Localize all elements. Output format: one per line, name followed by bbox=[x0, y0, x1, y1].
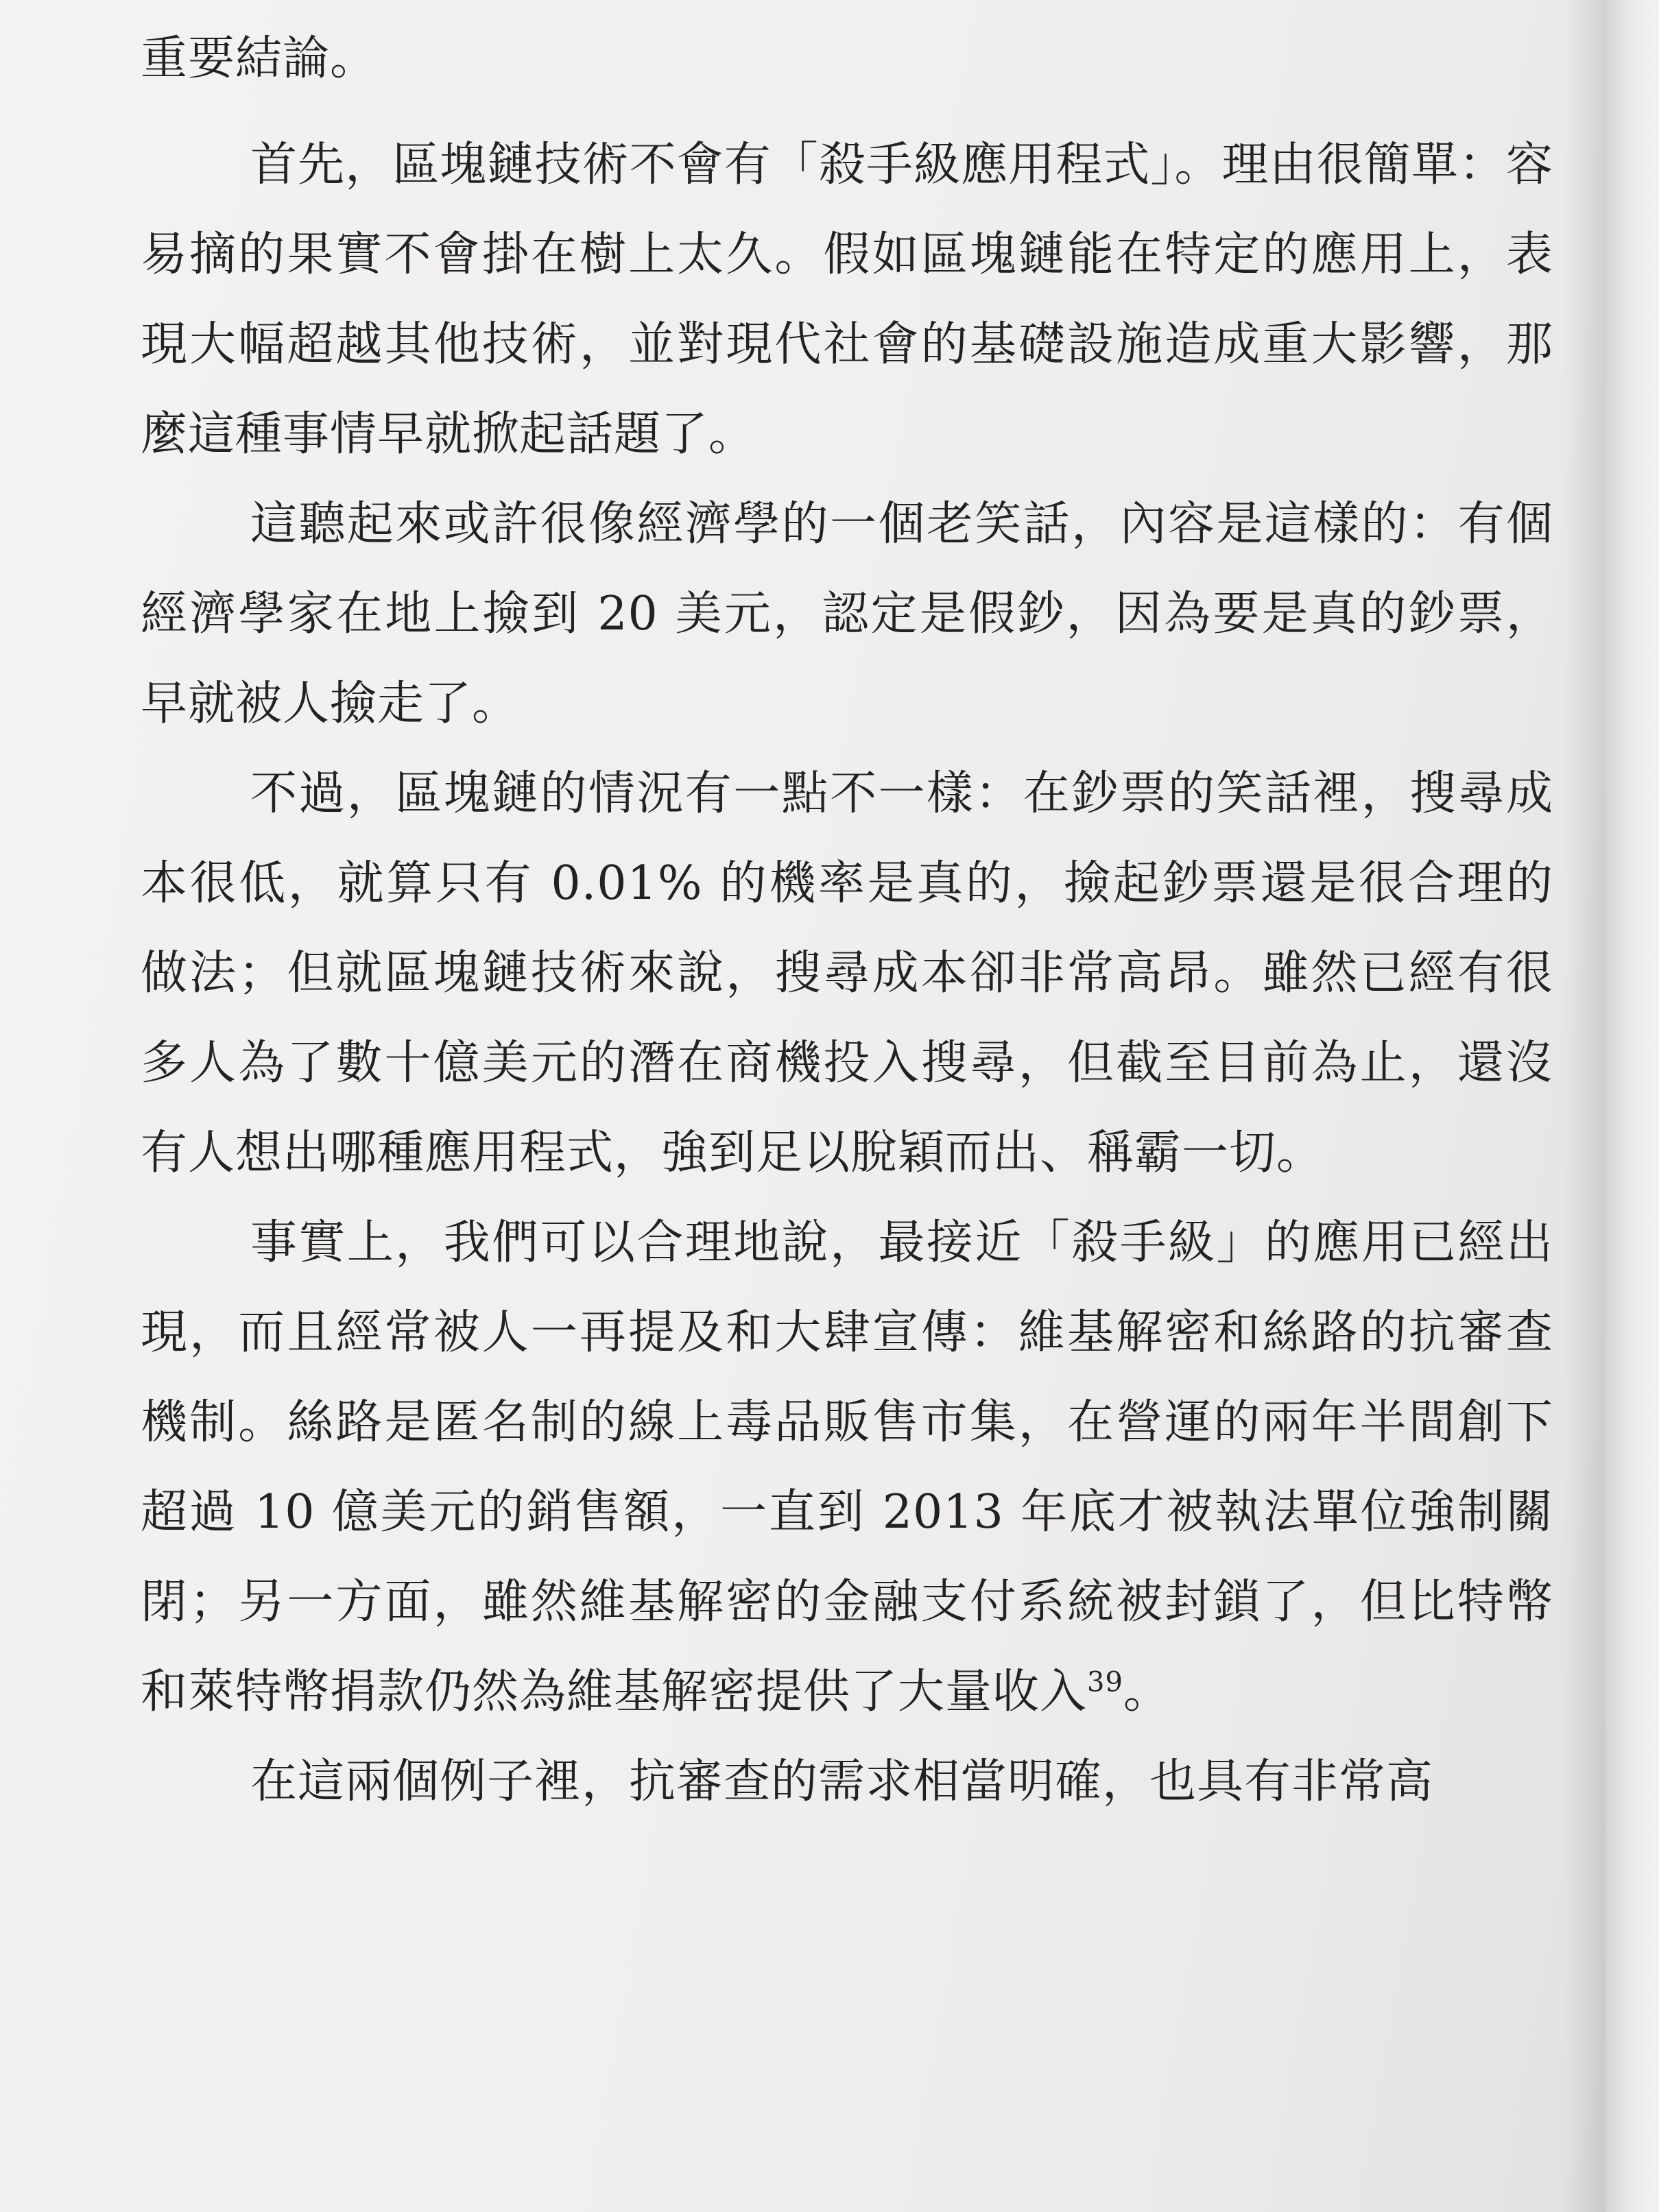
paragraph-conclusion-tail: 重要結論。 bbox=[141, 32, 378, 86]
paragraph-censorship-resistance bbox=[141, 1198, 1553, 1737]
paragraph-economist-joke: 這聽起來或許很像經濟學的一個老笑話，內容是這樣的：有個經濟學家在地上撿到 20 美元，認定是假鈔，因為要是真的鈔票，早就被人撿走了。 bbox=[141, 497, 1553, 731]
paragraph-two-examples: 在這兩個例子裡，抗審查的需求相當明確，也具有非常高 bbox=[250, 1755, 1434, 1809]
paragraph-censorship-tail: 。 bbox=[1123, 1665, 1171, 1719]
paragraph-search-cost: 不過，區塊鏈的情況有一點不一樣：在鈔票的笑話裡，搜尋成本很低，就算只有 0.01% 的機率是真的，撿起鈔票還是很合理的做法；但就區塊鏈技術來說，搜尋成本卻非常高昂。雖然已經有很多人為了數十億美元的潛在商機投入搜尋，但截至目前為止，還沒有人想出哪種應用程式，強到足以脫穎而出、稱霸一切。 bbox=[141, 767, 1553, 1180]
paragraph-censorship-text: 事實上，我們可以合理地說，最接近「殺手級」的應用已經出現，而且經常被人一再提及和大肆宣傳：維基解密和絲路的抗審查機制。絲路是匿名制的線上毒品販售市集，在營運的兩年半間創下超過 10 億美元的銷售額，一直到 2013 年底才被執法單位強制關閉；另一方面，雖然維基解密的金融支付系統被封鎖了，但比特幣和萊特幣捐款仍然為維基解密提供了大量收入 bbox=[141, 1216, 1553, 1719]
footnote-marker: 39 bbox=[1087, 1666, 1123, 1698]
paragraph-killer-app: 首先，區塊鏈技術不會有「殺手級應用程式」。理由很簡單：容易摘的果實不會掛在樹上太久。假如區塊鏈能在特定的應用上，表現大幅超越其他技術，並對現代社會的基礎設施造成重大影響，那麼這種事情早就掀起話題了。 bbox=[141, 138, 1553, 461]
page-edge bbox=[1605, 0, 1659, 2212]
body-text bbox=[141, 14, 1553, 1827]
